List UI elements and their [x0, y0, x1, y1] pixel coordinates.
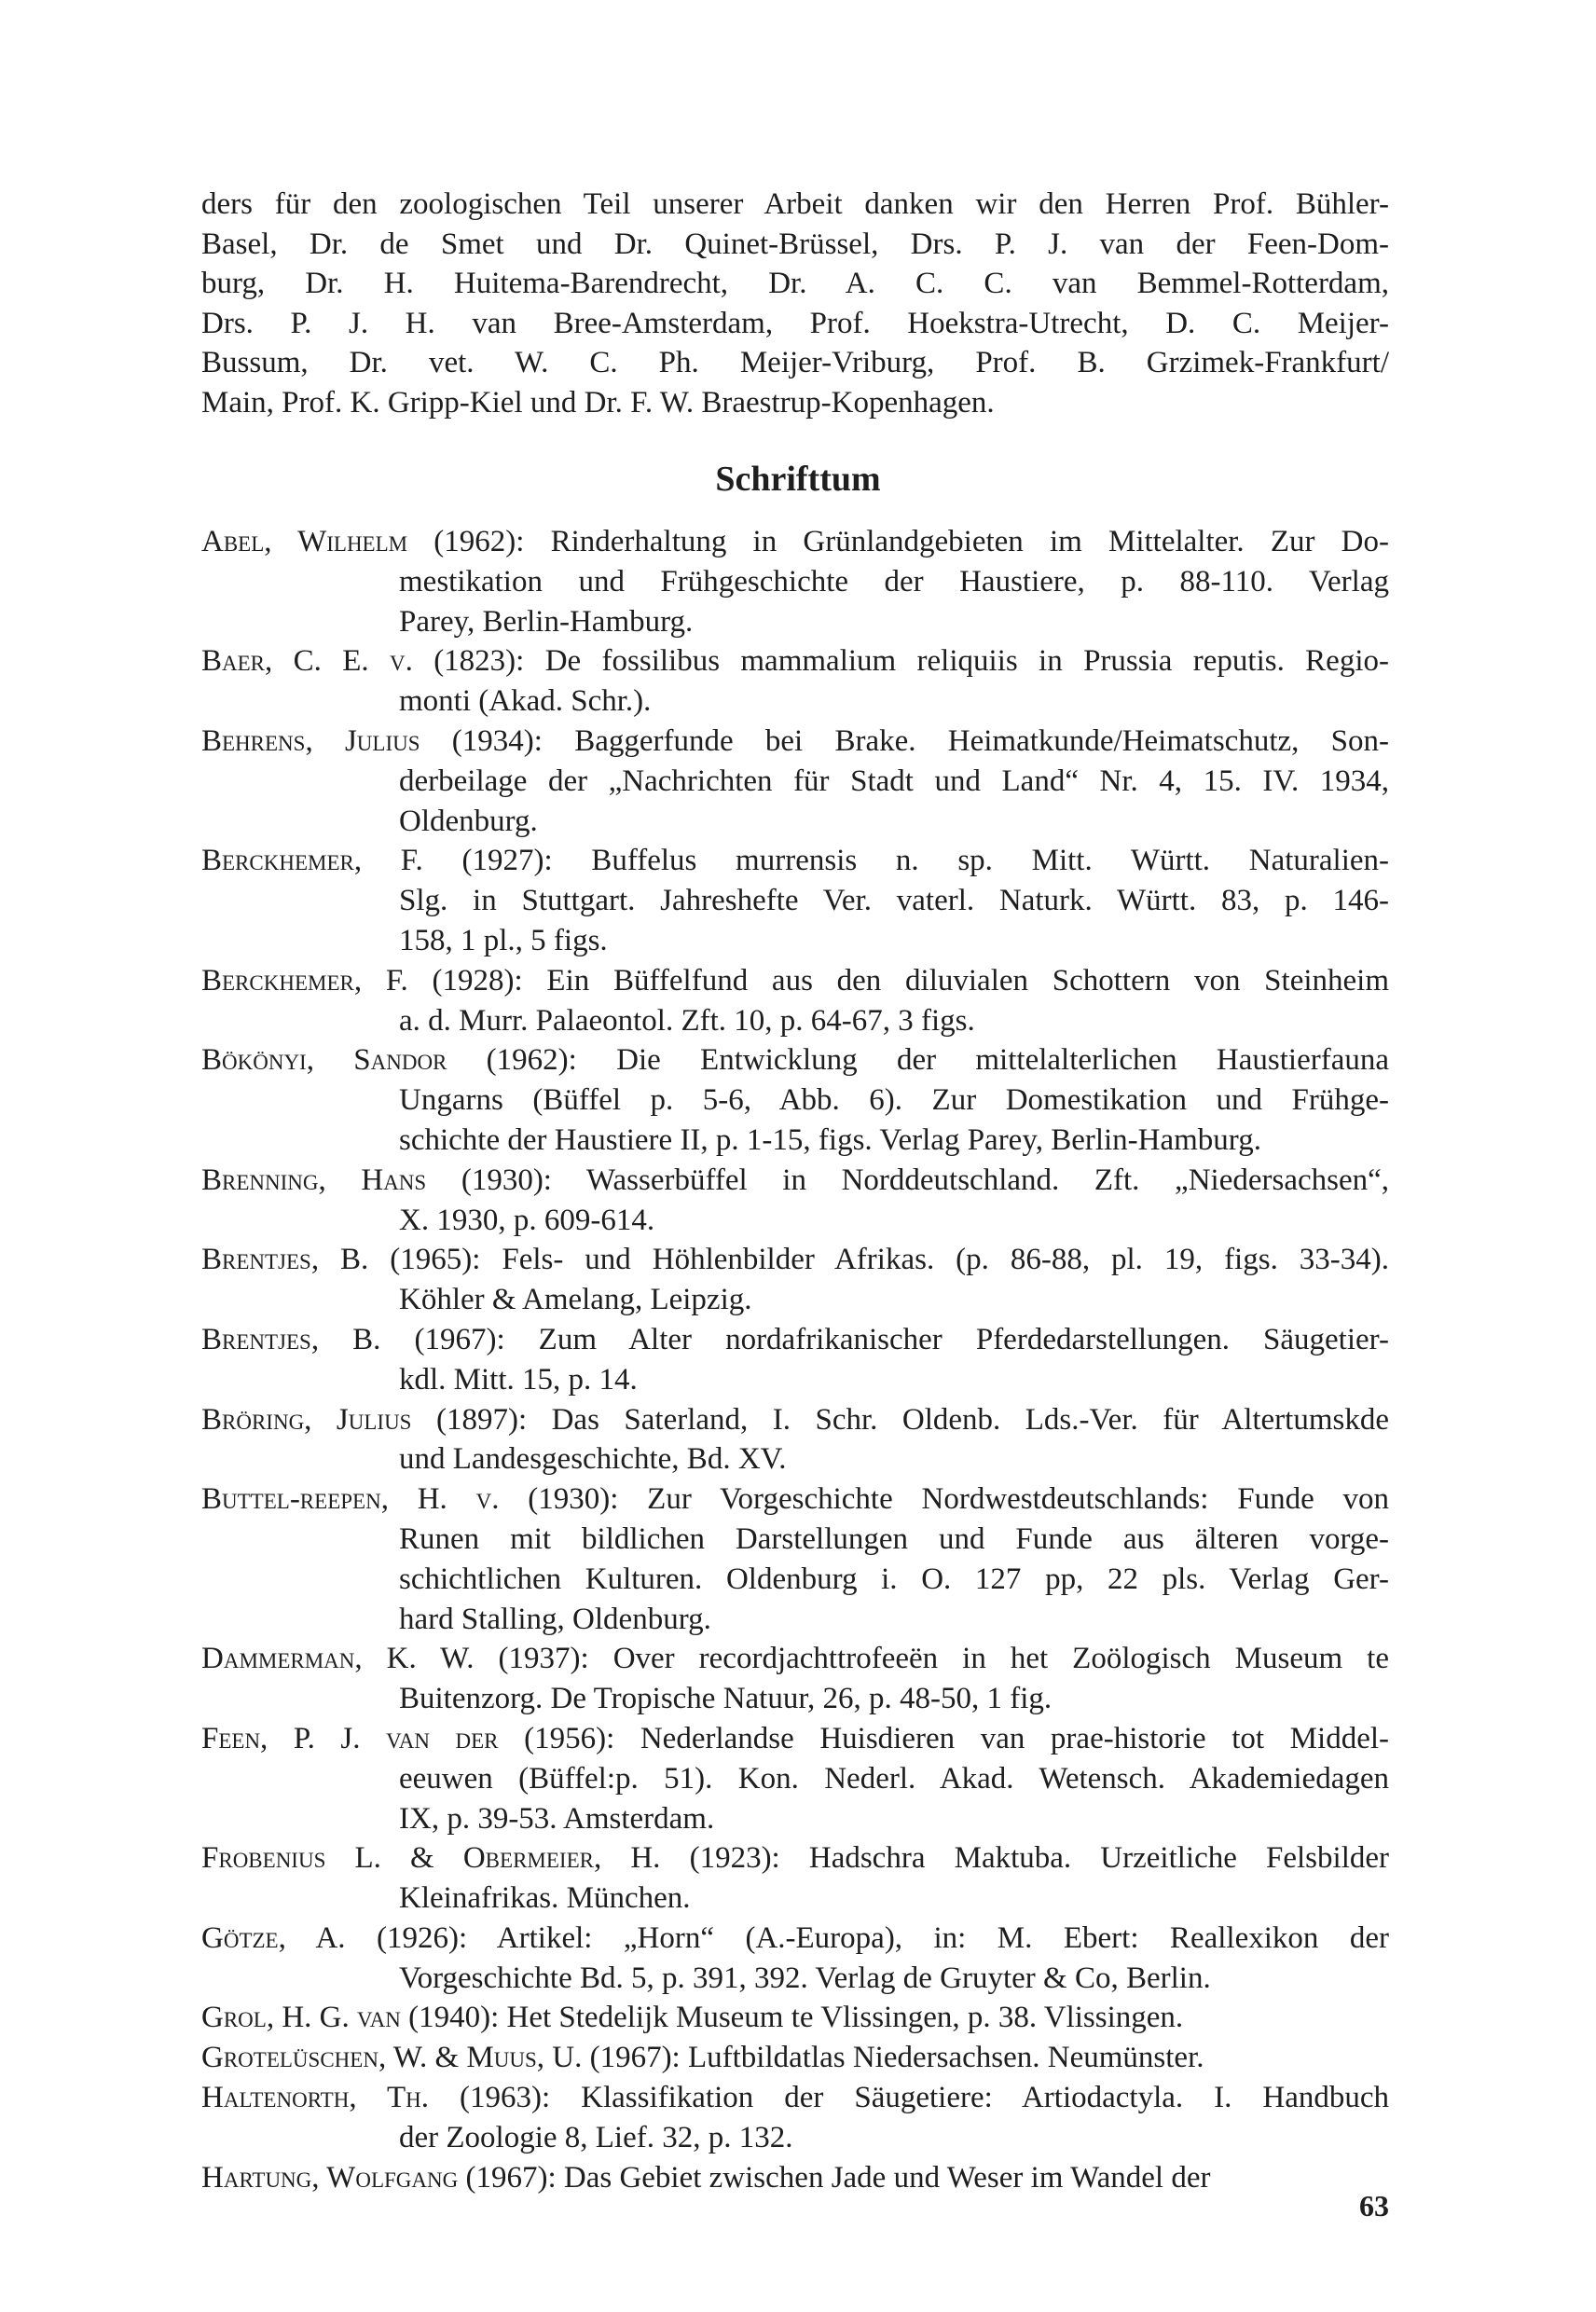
reference-entry [201, 841, 1389, 960]
reference-text: Ungarns (Büffel p. 5-6, Abb. 6). Zur Domestikation und Frühge- [399, 1083, 1389, 1118]
reference-line [201, 1360, 1389, 1400]
reference-line [201, 1878, 1389, 1919]
reference-author: Brenning, Hans [201, 1163, 427, 1197]
reference-line [201, 961, 1389, 1001]
reference-text: 158, 1 pl., 5 figs. [399, 923, 608, 957]
reference-text: der Zoologie 8, Lief. 32, p. 132. [399, 2120, 793, 2154]
reference-entry [201, 2078, 1389, 2158]
reference-text: derbeilage der „Nachrichten für Stadt und Land“ Nr. 4, 15. IV. 1934, [399, 764, 1389, 798]
reference-entry [201, 961, 1389, 1041]
reference-text: (1967): Das Gebiet zwischen Jade und Weser im Wandel der [458, 2160, 1211, 2195]
reference-text: (1956): Nederlandse Huisdieren van prae-historie tot Middel- [498, 1721, 1389, 1755]
reference-entry [201, 1320, 1389, 1400]
reference-entry [201, 2038, 1389, 2078]
reference-text: und Landesgeschichte, Bd. XV. [399, 1442, 787, 1477]
reference-author: Hartung, Wolfgang [201, 2160, 459, 2195]
reference-text: (1923): Hadschra Maktuba. Urzeitliche Felsbilder [660, 1841, 1389, 1876]
reference-line [201, 1600, 1389, 1640]
reference-entry [201, 1240, 1389, 1320]
reference-text: kdl. Mitt. 15, p. 14. [399, 1362, 638, 1397]
reference-author: Bökönyi, Sandor [201, 1043, 447, 1078]
reference-line [201, 762, 1389, 802]
reference-line [201, 602, 1389, 642]
reference-text: (1967): Luftbildatlas Niedersachsen. Neumünster. [582, 2041, 1204, 2075]
reference-line [201, 1919, 1389, 1959]
reference-text: (1897): Das Saterland, I. Schr. Oldenb. Lds.-Ver. für Altertumskde [411, 1402, 1389, 1437]
reference-text: (1926): Artikel: „Horn“ (A.-Europa), in: M. Ebert: Reallexikon der [345, 1920, 1389, 1955]
acknowledgement-paragraph [201, 185, 1389, 422]
reference-text: (1965): Fels- und Höhlenbilder Afrikas. (p. 86-88, pl. 19, figs. 33-34). [368, 1243, 1389, 1277]
paragraph-line: Drs. P. J. H. van Bree-Amsterdam, Prof. Hoekstra-Utrecht, D. C. Meijer- [201, 306, 1389, 340]
paragraph-line: ders für den zoologischen Teil unserer Arbeit danken wir den Herren Prof. Bühler- [201, 187, 1389, 221]
reference-author: Grol, H. G. van [201, 2001, 401, 2035]
reference-line [201, 1161, 1389, 1201]
reference-line [201, 1439, 1389, 1479]
reference-author: Brentjes, B. [201, 1322, 381, 1356]
reference-text: (1962): Die Entwicklung der mittelalterlichen Haustierfauna [447, 1043, 1389, 1078]
reference-author: Frobenius L. & Obermeier, H. [201, 1841, 661, 1876]
reference-entry [201, 522, 1389, 641]
reference-line [201, 841, 1389, 881]
reference-author: Buttel-reepen, H. v. [201, 1482, 500, 1517]
reference-line [201, 1838, 1389, 1878]
reference-text: (1963): Klassifikation der Säugetiere: Artiodactyla. I. Handbuch [428, 2081, 1389, 2115]
reference-line [201, 1799, 1389, 1839]
reference-line [201, 1001, 1389, 1041]
reference-entry [201, 722, 1389, 841]
reference-text: Kleinafrikas. München. [399, 1881, 691, 1916]
reference-line [201, 1201, 1389, 1241]
reference-author: Götze, A. [201, 1920, 346, 1955]
reference-author: Berckhemer, F. [201, 844, 423, 878]
reference-line [201, 1639, 1389, 1679]
reference-text: (1927): Buffelus murrensis n. sp. Mitt. Württ. Naturalien- [422, 844, 1390, 878]
reference-text: (1967): Zum Alter nordafrikanischer Pferdedarstellungen. Säugetier- [380, 1322, 1389, 1356]
reference-line [201, 1479, 1389, 1520]
reference-text: IX, p. 39-53. Amsterdam. [399, 1801, 715, 1836]
reference-line [201, 1040, 1389, 1080]
reference-line [201, 562, 1389, 602]
reference-line [201, 1280, 1389, 1320]
reference-line [201, 1679, 1389, 1719]
reference-author: Haltenorth, Th. [201, 2081, 429, 2115]
reference-line [201, 1520, 1389, 1560]
reference-text: Parey, Berlin-Hamburg. [399, 604, 694, 639]
reference-author: Behrens, Julius [201, 723, 420, 758]
reference-author: Grotelüschen, W. & Muus, U. [201, 2041, 583, 2075]
reference-text: a. d. Murr. Palaeontol. Zft. 10, p. 64-67, 3 figs. [399, 1003, 975, 1038]
section-heading: Schrifttum [715, 460, 881, 499]
reference-entry [201, 1639, 1389, 1719]
reference-line [201, 722, 1389, 762]
reference-line [201, 1240, 1389, 1280]
paragraph-line: Basel, Dr. de Smet und Dr. Quinet-Brüssel, Drs. P. J. van der Feen-Dom- [201, 227, 1389, 261]
reference-line [201, 1080, 1389, 1121]
reference-line [201, 1998, 1389, 2038]
reference-text: (1930): Zur Vorgeschichte Nordwestdeutschlands: Funde von [499, 1482, 1389, 1517]
reference-entry [201, 2158, 1389, 2198]
reference-text: Köhler & Amelang, Leipzig. [399, 1283, 752, 1317]
reference-entry [201, 1838, 1389, 1919]
paragraph-line: Bussum, Dr. vet. W. C. Ph. Meijer-Vriburg, Prof. B. Grzimek-Frankfurt/ [201, 346, 1389, 379]
reference-line [201, 1320, 1389, 1360]
reference-text: mestikation und Frühgeschichte der Haustiere, p. 88-110. Verlag [399, 564, 1389, 599]
reference-text: schichte der Haustiere II, p. 1-15, figs. Verlag Parey, Berlin-Hamburg. [399, 1122, 1261, 1157]
reference-text: (1962): Rinderhaltung in Grünlandgebieten im Mittelalter. Zur Do- [407, 525, 1389, 558]
reference-text: monti (Akad. Schr.). [399, 684, 652, 719]
reference-text: (1823): De fossilibus mammalium reliquiis in Prussia reputis. Regio- [412, 644, 1389, 679]
reference-line [201, 641, 1389, 681]
reference-author: Bröring, Julius [201, 1402, 412, 1437]
reference-line [201, 1959, 1389, 1999]
reference-text: hard Stalling, Oldenburg. [399, 1602, 711, 1636]
reference-author: Feen, P. J. van der [201, 1721, 499, 1755]
paragraph-line: burg, Dr. H. Huitema-Barendrecht, Dr. A. C. C. van Bemmel-Rotterdam, [201, 267, 1389, 300]
reference-entry [201, 1400, 1389, 1480]
reference-text: X. 1930, p. 609-614. [399, 1203, 655, 1237]
reference-entry [201, 1479, 1389, 1639]
reference-text: Vorgeschichte Bd. 5, p. 391, 392. Verlag de Gruyter & Co, Berlin. [399, 1961, 1211, 1995]
reference-text: Slg. in Stuttgart. Jahreshefte Ver. vaterl. Naturk. Württ. 83, p. 146- [399, 884, 1389, 918]
reference-text: (1928): Ein Büffelfund aus den diluvialen Schottern von Steinheim [407, 963, 1390, 998]
reference-entry [201, 1040, 1389, 1160]
reference-text: schichtlichen Kulturen. Oldenburg i. O. 127 pp, 22 pls. Verlag Ger- [399, 1562, 1389, 1596]
page-number: 63 [1359, 2189, 1389, 2223]
reference-line [201, 1560, 1389, 1600]
reference-entry [201, 1919, 1389, 1999]
reference-text: (1930): Wasserbüffel in Norddeutschland. Zft. „Niedersachsen“, [426, 1163, 1389, 1197]
reference-line [201, 1719, 1389, 1759]
reference-entry [201, 1719, 1389, 1838]
reference-entry [201, 1161, 1389, 1241]
reference-entry [201, 1998, 1389, 2038]
reference-line [201, 1759, 1389, 1799]
reference-text: Runen mit bildlichen Darstellungen und Funde aus älteren vorge- [399, 1521, 1389, 1556]
reference-entry [201, 641, 1389, 722]
reference-text: (1940): Het Stedelijk Museum te Vlissingen, p. 38. Vlissingen. [400, 2001, 1184, 2035]
reference-author: Brentjes, B. [201, 1243, 369, 1277]
reference-text: Buitenzorg. De Tropische Natuur, 26, p. 48-50, 1 fig. [399, 1682, 1053, 1716]
paragraph-line: Main, Prof. K. Gripp-Kiel und Dr. F. W. Braestrup-Kopenhagen. [201, 385, 995, 420]
reference-line [201, 681, 1389, 722]
reference-author: Berckhemer, F. [201, 963, 408, 998]
reference-line [201, 2158, 1389, 2198]
reference-line [201, 881, 1389, 921]
reference-author: Baer, C. E. v. [201, 644, 413, 679]
reference-author: Dammerman, K. W. [201, 1642, 475, 1676]
reference-author: Abel, Wilhelm [201, 525, 408, 558]
reference-text: Oldenburg. [399, 804, 538, 838]
reference-line [201, 1121, 1389, 1161]
reference-line [201, 522, 1389, 562]
reference-text: (1937): Over recordjachttrofeeën in het Zoölogisch Museum te [474, 1642, 1389, 1676]
reference-line [201, 2118, 1389, 2158]
reference-line [201, 2038, 1389, 2078]
reference-line [201, 921, 1389, 961]
reference-list [201, 522, 1389, 2197]
reference-line [201, 2078, 1389, 2118]
reference-text: eeuwen (Büffel:p. 51). Kon. Nederl. Akad. Wetensch. Akademiedagen [399, 1761, 1389, 1796]
reference-line [201, 802, 1389, 842]
reference-line [201, 1400, 1389, 1440]
reference-text: (1934): Baggerfunde bei Brake. Heimatkunde/Heimatschutz, Son- [420, 723, 1389, 758]
